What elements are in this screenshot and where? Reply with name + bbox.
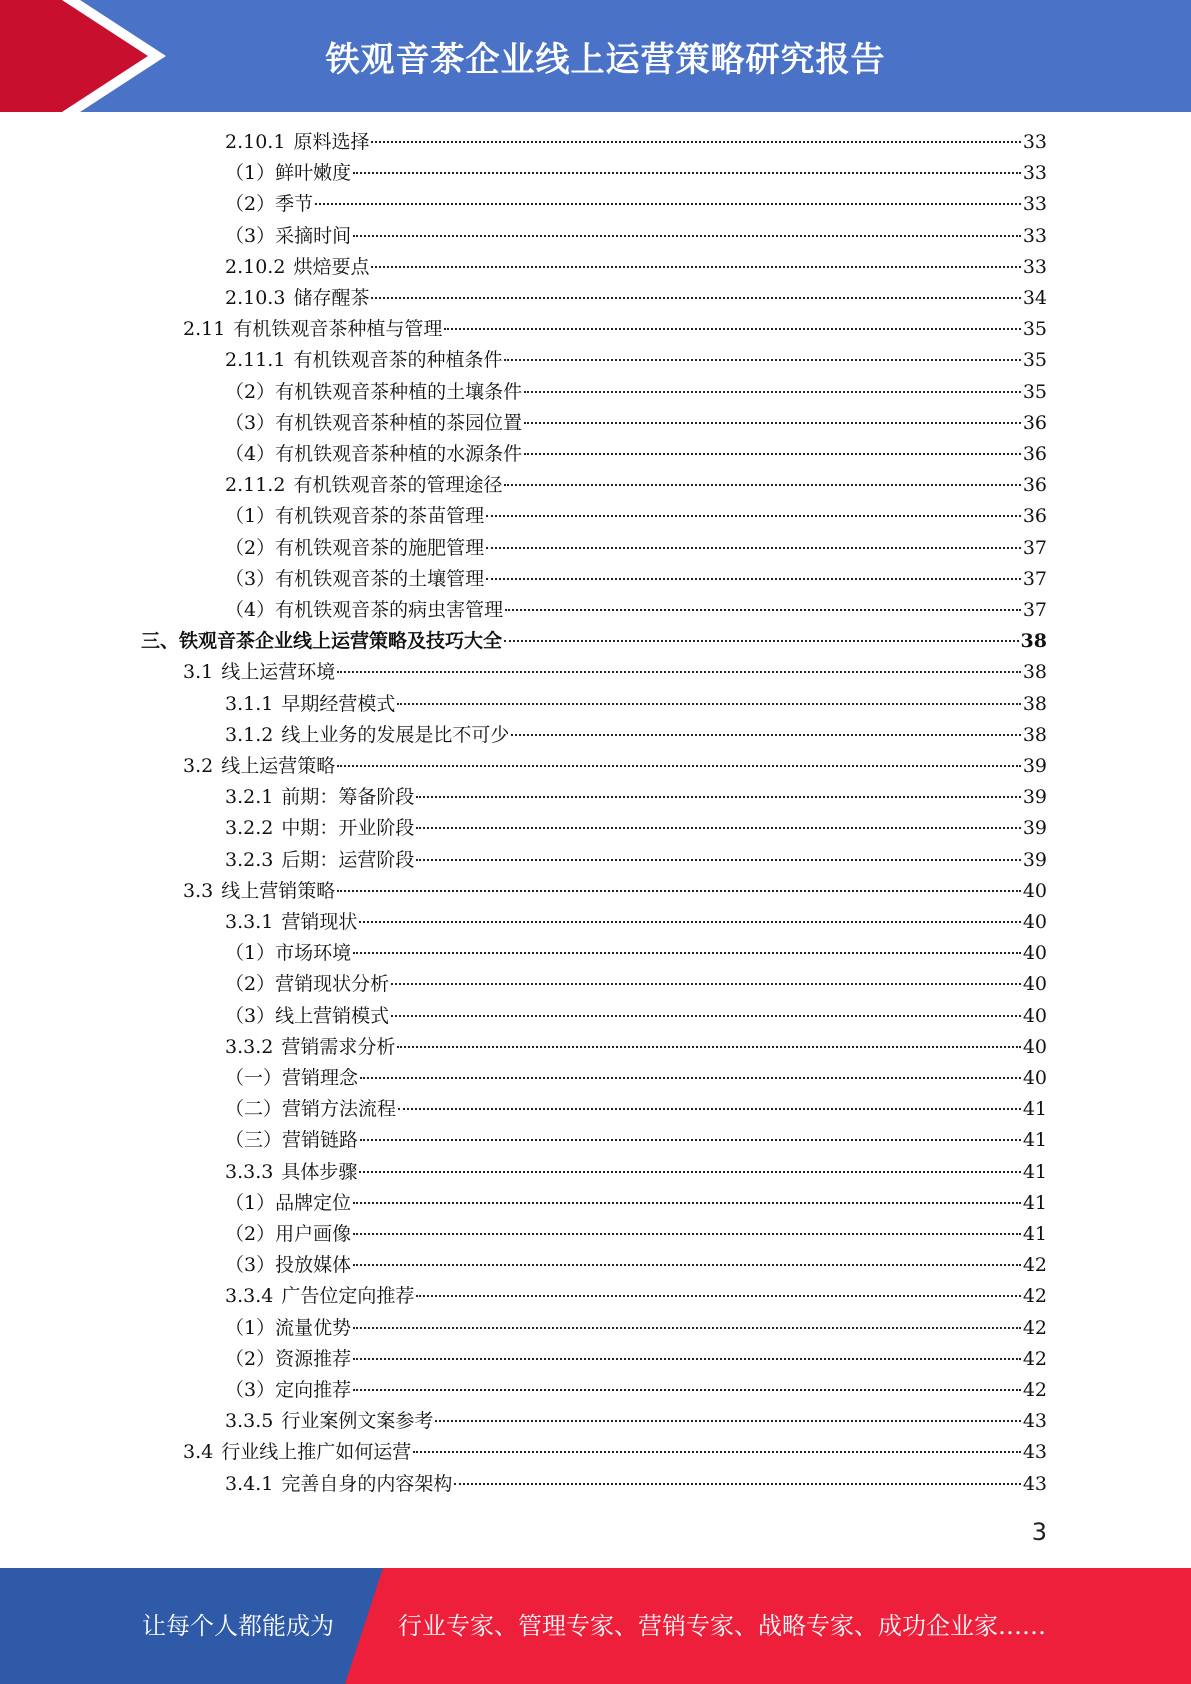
toc-entry-title: （1）市场环境 [225,942,352,965]
toc-entry-page: 43 [1022,1472,1047,1495]
toc-entry[interactable] [225,408,1047,439]
toc-dot-leader [353,1233,1021,1235]
toc-entry[interactable] [225,1063,1047,1094]
toc-entry-page: 43 [1022,1441,1047,1464]
toc-dot-leader [398,1108,1021,1110]
toc-entry-title: 早期经营模式 [281,692,396,715]
toc-dot-leader [504,484,1020,486]
toc-entry-page: 43 [1022,1410,1047,1433]
toc-dot-leader [486,578,1021,580]
toc-entry-title: 有机铁观音茶种植与管理 [233,318,443,341]
toc-entry-page: 38 [1022,661,1047,684]
toc-entry-title: （三）营销链路 [225,1129,359,1152]
toc-entry[interactable] [225,1032,1047,1063]
toc-entry-page: 40 [1022,973,1047,996]
toc-entry-page: 39 [1022,786,1047,809]
toc-entry-page: 41 [1022,1160,1047,1183]
toc-dot-leader [371,266,1020,268]
toc-dot-leader [371,141,1020,143]
toc-entry-page: 42 [1022,1254,1047,1277]
toc-dot-leader [359,1171,1020,1173]
toc-dot-leader [360,1077,1021,1079]
toc-dot-leader [524,453,1021,455]
toc-entry-number: 3.3.2 [225,1035,274,1058]
toc-entry[interactable] [225,813,1047,844]
toc-entry-number: 3.3 [183,879,214,902]
toc-entry-page: 40 [1022,879,1047,902]
toc-entry-page: 34 [1022,287,1047,309]
toc-entry-title: （2）营销现状分析 [225,973,390,996]
toc-dot-leader [353,1358,1021,1360]
toc-entry-title: （1）品牌定位 [225,1191,352,1214]
toc-entry-title: 行业线上推广如何运营 [221,1441,412,1464]
toc-entry-title: （4）有机铁观音茶种植的水源条件 [225,443,523,465]
toc-entry-number: 3.4 [183,1441,214,1464]
toc-entry-page: 41 [1022,1098,1047,1121]
toc-entry-title: 原料选择 [293,131,370,153]
toc-entry-title: （2）用户画像 [225,1223,352,1245]
toc-entry-page: 33 [1022,162,1047,185]
toc-entry-title: （3）有机铁观音茶种植的茶园位置 [225,411,523,434]
toc-dot-leader [504,640,1019,642]
toc-entry-page: 41 [1022,1223,1047,1245]
toc-entry-page: 36 [1022,443,1047,465]
toc-entry-page: 33 [1022,224,1047,247]
toc-entry-page: 37 [1022,567,1047,590]
toc-entry[interactable] [225,1188,1047,1219]
toc-entry-title: 营销现状 [281,911,358,933]
toc-entry[interactable] [183,314,1047,345]
toc-dot-leader [391,983,1021,985]
toc-entry-title: （2）季节 [225,193,314,216]
toc-dot-leader [444,328,1020,330]
toc-entry-title: 三、铁观音茶企业线上运营策略及技巧大全 [141,630,503,653]
toc-entry-page: 40 [1022,1067,1047,1089]
toc-entry[interactable] [225,470,1047,501]
toc-dot-leader [337,890,1021,892]
toc-entry-title: （3）定向推荐 [225,1379,352,1401]
toc-dot-leader [504,359,1020,361]
toc-entry-page: 40 [1022,1004,1047,1027]
toc-entry-page: 38 [1022,692,1047,715]
toc-dot-leader [397,1046,1020,1048]
toc-entry[interactable] [225,1344,1047,1375]
toc-entry[interactable] [225,1125,1047,1156]
toc-entry[interactable] [183,1437,1047,1468]
toc-entry-page: 35 [1022,349,1047,372]
toc-entry-number: 3.3.1 [225,911,274,933]
toc-entry-page: 33 [1022,255,1047,278]
toc-entry[interactable] [225,1094,1047,1125]
toc-entry[interactable] [225,907,1047,938]
toc-dot-leader [454,1483,1020,1485]
toc-entry-title: （1）鲜叶嫩度 [225,162,352,185]
toc-entry-number: 3.2.3 [225,848,274,871]
toc-entry-title: （1）有机铁观音茶的茶苗管理 [225,505,485,528]
toc-entry-title: 具体步骤 [281,1160,358,1183]
toc-entry[interactable] [225,377,1047,408]
toc-entry-page: 42 [1022,1379,1047,1401]
toc-dot-leader [359,921,1020,923]
toc-entry[interactable] [225,720,1047,751]
toc-entry[interactable] [225,938,1047,969]
toc-entry-title: （1）流量优势 [225,1316,352,1339]
toc-entry-page: 38 [1020,630,1047,653]
toc-entry[interactable] [183,876,1047,907]
toc-entry-page: 41 [1022,1191,1047,1214]
toc-entry-title: （3）投放媒体 [225,1254,352,1277]
toc-entry[interactable] [225,189,1047,220]
toc-entry-page: 35 [1022,318,1047,341]
toc-entry-number: 3.2.2 [225,817,274,840]
toc-dot-leader [315,203,1021,205]
toc-entry-page: 40 [1022,911,1047,933]
toc-dot-leader [353,1202,1021,1204]
toc-entry-number: 3.3.4 [225,1285,274,1308]
toc-entry-title: （二）营销方法流程 [225,1098,397,1121]
toc-entry-number: 3.1.1 [225,692,274,715]
toc-entry[interactable] [225,595,1047,626]
toc-entry-title: 线上营销策略 [221,879,336,902]
toc-entry-number: 3.4.1 [225,1472,274,1495]
toc-entry-title: （3）采摘时间 [225,224,352,247]
toc-dot-leader [524,391,1021,393]
toc-dot-leader [486,515,1021,517]
page-number: 3 [1031,1518,1047,1546]
footer-slogan-left: 让每个人都能成为 [142,1612,334,1640]
toc-entry-title: （一）营销理念 [225,1067,359,1089]
toc-entry-title: 有机铁观音茶的管理途径 [293,474,503,497]
toc-entry[interactable] [225,158,1047,189]
toc-entry-title: （3）线上营销模式 [225,1004,390,1027]
toc-entry-number: 3.2.1 [225,786,274,809]
toc-entry-number: 2.10.1 [225,131,286,153]
toc-dot-leader [337,765,1021,767]
toc-entry-number: 3.3.5 [225,1410,274,1433]
toc-dot-leader [416,1295,1020,1297]
footer-slogan-right: 行业专家、管理专家、营销专家、战略专家、成功企业家…… [398,1612,1046,1640]
toc-entry-title: 线上运营策略 [221,755,336,777]
toc-entry-title: 线上运营环境 [221,661,336,684]
toc-entry[interactable] [225,221,1047,252]
toc-entry-number: 2.11.1 [225,349,286,372]
toc-entry[interactable] [225,345,1047,376]
toc-entry-title: 行业案例文案参考 [281,1410,434,1433]
toc-entry[interactable] [225,252,1047,283]
toc-entry-page: 42 [1022,1347,1047,1370]
toc-entry-page: 39 [1022,755,1047,777]
toc-entry-page: 36 [1022,505,1047,528]
toc-entry-number: 3.1.2 [225,723,274,746]
toc-dot-leader [397,703,1020,705]
toc-dot-leader [416,859,1020,861]
toc-entry[interactable] [225,845,1047,876]
toc-entry-page: 41 [1022,1129,1047,1152]
toc-dot-leader [416,796,1020,798]
toc-entry-title: 线上业务的发展是比不可少 [281,723,510,746]
toc-dot-leader [416,827,1020,829]
toc-entry-number: 3.2 [183,755,214,777]
toc-dot-leader [371,297,1020,299]
toc-entry[interactable] [225,283,1047,314]
toc-entry-title: 烘焙要点 [293,255,370,278]
toc-entry-page: 40 [1022,1035,1047,1058]
toc-entry-number: 2.11 [183,318,226,341]
toc-dot-leader [353,172,1021,174]
toc-dot-leader [435,1420,1020,1422]
toc-entry-page: 39 [1022,848,1047,871]
toc-entry-title: 有机铁观音茶的种植条件 [293,349,503,372]
toc-entry-page: 36 [1022,411,1047,434]
footer-banner [0,1568,1191,1684]
toc-entry-number: 2.10.2 [225,255,286,278]
toc-dot-leader [353,1264,1021,1266]
toc-entry[interactable] [141,626,1047,657]
toc-entry-title: （2）有机铁观音茶种植的土壤条件 [225,380,523,403]
toc-entry[interactable] [225,1406,1047,1437]
toc-dot-leader [511,734,1020,736]
toc-entry-page: 35 [1022,380,1047,403]
toc-entry-page: 33 [1022,131,1047,153]
toc-dot-leader [391,1015,1021,1017]
toc-entry[interactable] [225,127,1047,158]
header-banner [0,0,1191,112]
toc-entry-title: 前期：筹备阶段 [281,786,415,809]
toc-entry-title: 储存醒茶 [293,287,370,309]
toc-entry-title: 后期：运营阶段 [281,848,415,871]
toc-entry-number: 2.10.3 [225,287,286,309]
toc-entry[interactable] [225,1313,1047,1344]
toc-entry-page: 37 [1022,599,1047,621]
toc-entry-title: 中期：开业阶段 [281,817,415,840]
toc-entry-number: 3.1 [183,661,214,684]
toc-dot-leader [353,1389,1021,1391]
toc-entry[interactable] [183,657,1047,688]
toc-entry[interactable] [225,1281,1047,1312]
toc-dot-leader [353,952,1021,954]
toc-entry-title: 广告位定向推荐 [281,1285,415,1308]
toc-dot-leader [353,1327,1021,1329]
toc-entry-title: （3）有机铁观音茶的土壤管理 [225,567,485,590]
toc-dot-leader [524,422,1021,424]
toc-dot-leader [413,1451,1021,1453]
toc-entry-title: 营销需求分析 [281,1035,396,1058]
toc-entry-title: （4）有机铁观音茶的病虫害管理 [225,599,504,621]
toc-entry[interactable] [183,751,1047,782]
toc-entry-page: 37 [1022,536,1047,559]
toc-dot-leader [505,609,1021,611]
toc-entry[interactable] [225,689,1047,720]
toc-entry-number: 2.11.2 [225,474,286,497]
toc-entry[interactable] [225,1001,1047,1032]
toc-entry[interactable] [225,1219,1047,1250]
toc-dot-leader [353,235,1021,237]
toc-entry-page: 40 [1022,942,1047,965]
toc-entry[interactable] [225,439,1047,470]
toc-entry-page: 38 [1022,723,1047,746]
toc-dot-leader [486,547,1021,549]
toc-entry-page: 39 [1022,817,1047,840]
toc-entry[interactable] [225,1469,1047,1500]
toc-entry[interactable] [225,1375,1047,1406]
toc-entry-number: 3.3.3 [225,1160,274,1183]
document-title: 铁观音茶企业线上运营策略研究报告 [325,39,886,80]
toc-entry[interactable] [225,501,1047,532]
toc-entry-title: （2）资源推荐 [225,1347,352,1370]
toc-entry[interactable] [225,782,1047,813]
toc-entry[interactable] [225,1250,1047,1281]
toc-dot-leader [360,1139,1021,1141]
toc-entry[interactable] [225,564,1047,595]
toc-entry-page: 42 [1022,1316,1047,1339]
toc-entry[interactable] [225,969,1047,1000]
toc-entry[interactable] [225,1157,1047,1188]
toc-dot-leader [337,671,1021,673]
toc-entry-title: 完善自身的内容架构 [281,1472,453,1495]
toc-entry-page: 42 [1022,1285,1047,1308]
toc-entry-title: （2）有机铁观音茶的施肥管理 [225,536,485,559]
toc-entry-page: 33 [1022,193,1047,216]
toc-entry[interactable] [225,533,1047,564]
toc-entry-page: 36 [1022,474,1047,497]
